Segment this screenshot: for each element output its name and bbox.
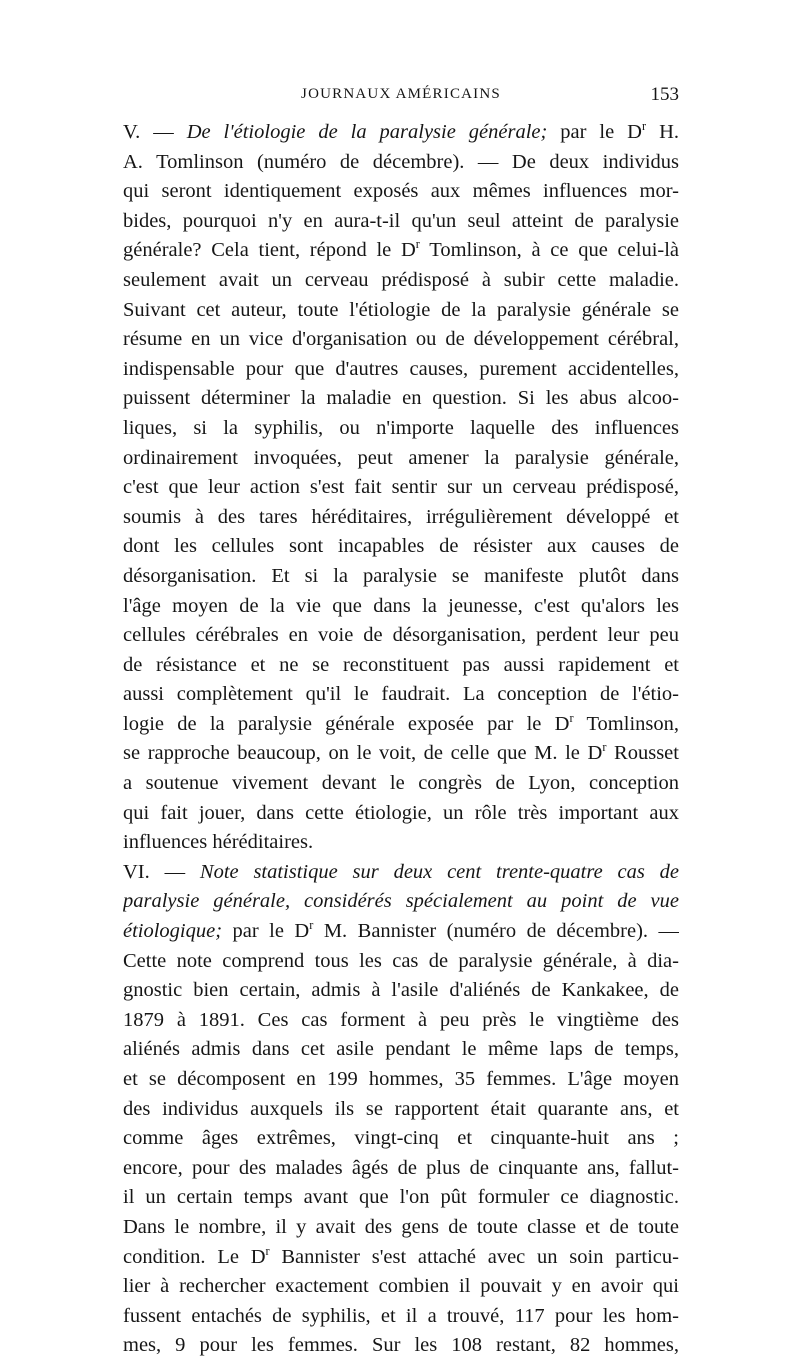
text-line: c'est que leur action s'est fait sentir sur un cerveau prédisposé,	[123, 476, 679, 499]
text-line: logie de la paralysie générale exposée par le $D^r$ Tomlinson,	[123, 711, 679, 735]
body-text	[123, 118, 679, 1361]
page-header	[123, 86, 679, 116]
text-line: liques, si la syphilis, ou n'importe laquelle des influences	[123, 416, 679, 439]
text-line: soumis à des tares héréditaires, irrégulièrement développé et	[123, 505, 679, 528]
text-line: Suivant cet auteur, toute l'étiologie de la paralysie générale se	[123, 298, 679, 321]
text-line: aliénés admis dans cet asile pendant le même laps de temps,	[123, 1038, 679, 1061]
text-line: Dans le nombre, il y avait des gens de toute classe et de toute	[123, 1215, 679, 1238]
text-line: A. Tomlinson (numéro de décembre). — De deux individus	[123, 150, 679, 173]
text-line: influences héréditaires.	[123, 831, 314, 854]
text-line: seulement avait un cerveau prédisposé à subir cette maladie.	[123, 268, 679, 291]
text-line: générale? Cela tient, répond le $D^r$ Tomlinson, à ce que celui-là	[123, 237, 679, 262]
text-line: comme âges extrêmes, vingt-cinq et cinquante-huit ans ;	[123, 1127, 679, 1150]
text-line: gnostic bien certain, admis à l'asile d'aliénés de Kankakee, de	[123, 979, 679, 1002]
text-line: qui seront identiquement exposés aux mêmes influences mor-	[123, 180, 679, 203]
text-line: cellules cérébrales en voie de désorganisation, perdent leur peu	[123, 624, 679, 647]
text-line: V. — De l'étiologie de la paralysie générale; par le $D^r$ H.	[123, 119, 679, 143]
text-line: Cette note comprend tous les cas de paralysie générale, à dia-	[123, 949, 679, 972]
text-line: de résistance et ne se reconstituent pas aussi rapidement et	[123, 653, 679, 676]
text-line: fussent entachés de syphilis, et il a trouvé, 117 pour les hom-	[123, 1304, 679, 1327]
text-line: indispensable pour que d'autres causes, purement accidentelles,	[123, 357, 679, 380]
text-line: étiologique; par le $D^r$ M. Bannister (numéro de décembre). —	[123, 918, 679, 943]
text-line: des individus auxquels ils se rapportent était quarante ans, et	[123, 1097, 679, 1120]
text-line: dont les cellules sont incapables de résister aux causes de	[123, 535, 679, 558]
text-line: se rapproche beaucoup, on le voit, de celle que M. le $D^r$ Rousset	[123, 740, 679, 765]
text-line: paralysie générale, considérés spécialement au point de vue	[123, 890, 679, 913]
text-line: encore, pour des malades âgés de plus de cinquante ans, fallut-	[123, 1156, 679, 1179]
text-line: puissent déterminer la maladie en question. Si les abus alcoo-	[123, 387, 679, 410]
text-line: aussi complètement qu'il le faudrait. La conception de l'étio-	[123, 683, 679, 706]
text-line: ordinairement invoquées, peut amener la paralysie générale,	[123, 446, 679, 469]
text-line: qui fait jouer, dans cette étiologie, un rôle très important aux	[123, 801, 679, 824]
text-line: a soutenue vivement devant le congrès de Lyon, conception	[123, 772, 679, 795]
text-line: VI. — Note statistique sur deux cent trente-quatre cas de	[123, 860, 679, 883]
text-line: lier à rechercher exactement combien il pouvait y en avoir qui	[123, 1275, 679, 1298]
page-number: 153	[650, 84, 679, 105]
text-line: il un certain temps avant que l'on pût formuler ce diagnostic.	[123, 1186, 679, 1209]
text-line: désorganisation. Et si la paralysie se manifeste plutôt dans	[123, 564, 679, 587]
text-line: bides, pourquoi n'y en aura-t-il qu'un seul atteint de paralysie	[123, 209, 679, 232]
text-line: résume en un vice d'organisation ou de développement cérébral,	[123, 328, 679, 351]
text-line: mes, 9 pour les femmes. Sur les 108 restant, 82 hommes,	[123, 1334, 679, 1357]
text-line: et se décomposent en 199 hommes, 35 femmes. L'âge moyen	[123, 1068, 679, 1090]
text-line: l'âge moyen de la vie que dans la jeunesse, c'est qu'alors les	[123, 594, 679, 617]
text-line: 1879 à 1891. Ces cas forment à peu près le vingtième des	[123, 1008, 679, 1031]
running-title: JOURNAUX AMÉRICAINS	[301, 86, 501, 102]
text-line: condition. Le $D^r$ Bannister s'est attaché avec un soin particu-	[123, 1243, 679, 1268]
